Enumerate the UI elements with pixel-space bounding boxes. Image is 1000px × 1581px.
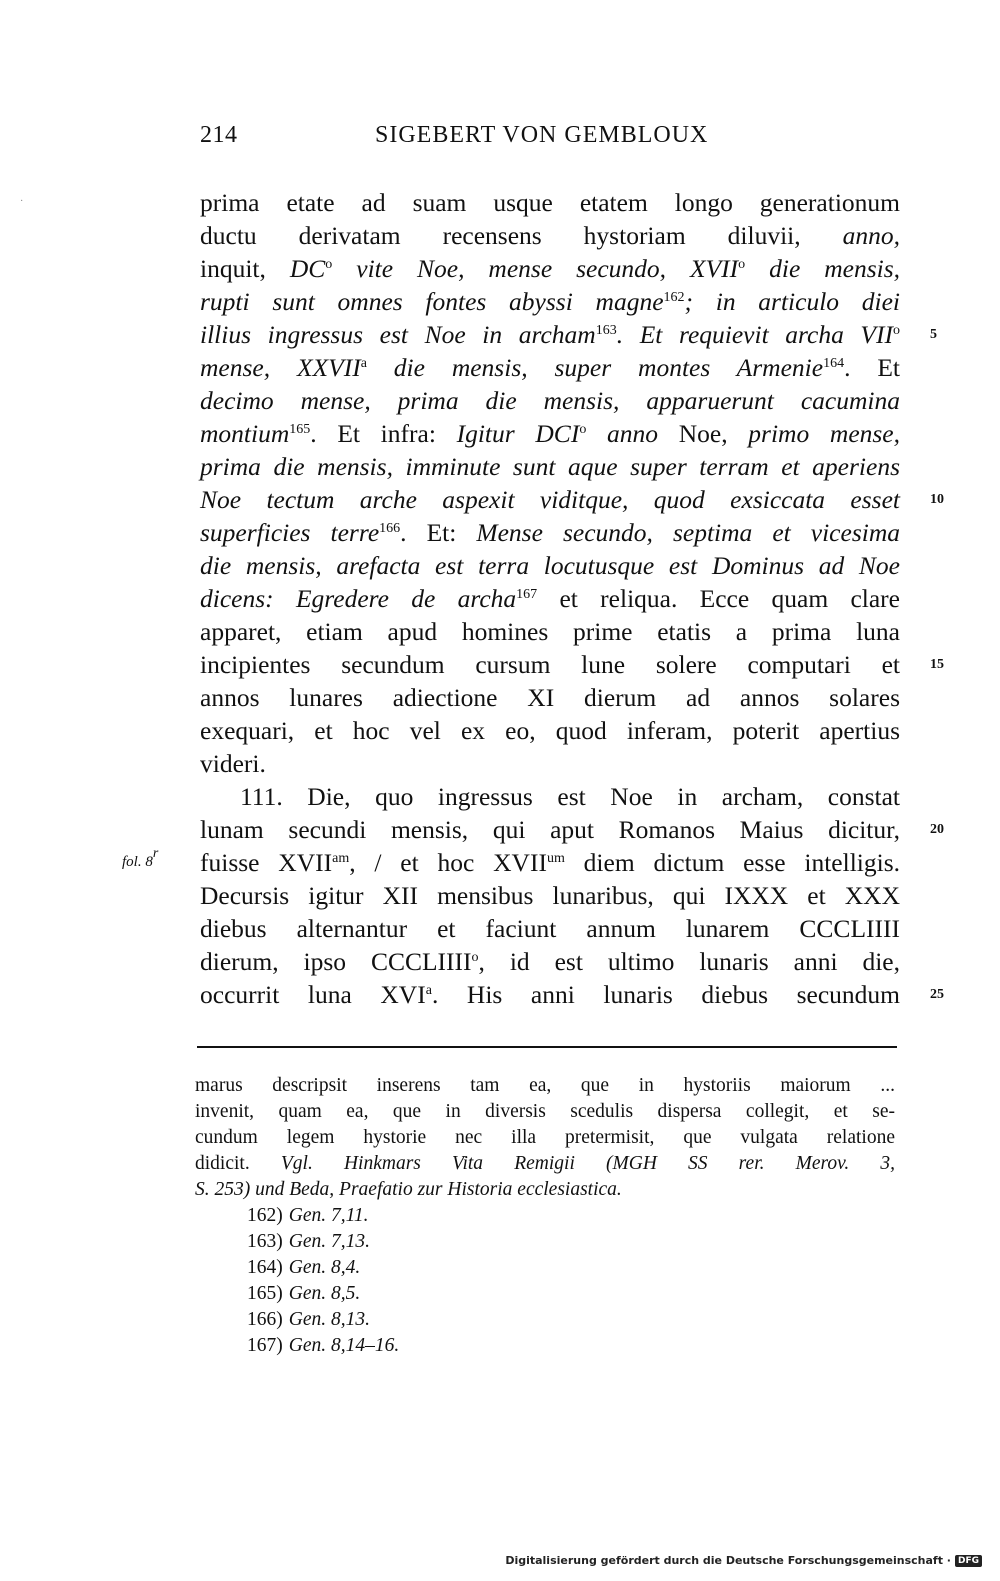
- note-line: S. 253) und Beda, Praefatio zur Historia ecclesiastica.: [195, 1179, 622, 1200]
- text-line: montium$^{165}$. Et infra: Igitur DCI$^o$ anno Noe, primo mense,: [200, 419, 901, 448]
- line-number: 15: [930, 657, 944, 672]
- line-number: 5: [930, 327, 937, 342]
- line-number: 20: [930, 822, 944, 837]
- running-title: SIGEBERT VON GEMBLOUX: [375, 122, 709, 148]
- text-line: mense, XXVII$^a$ die mensis, super montes Armenie$^{164}$. Et: [200, 353, 900, 382]
- text-line: Noe tectum arche aspexit viditque, quod exsiccata esset 10: [200, 485, 944, 514]
- footnote: 166) Gen. 8,13.: [247, 1309, 370, 1330]
- text-line: fol. 8$^r$ fuisse $XVII^{am}$, / et hoc $XVII^{um}$ diem dictum esse intelligis.: [122, 846, 901, 877]
- footnote: 164) Gen. 8,4.: [247, 1257, 361, 1278]
- footnote: 162) Gen. 7,11.: [247, 1205, 369, 1226]
- text-line: prima etate ad suam usque etatem longo generationum: [200, 188, 900, 217]
- text-line: lunam secundi mensis, qui aput Romanos Maius dicitur, 20: [200, 815, 944, 844]
- text-line: diebus alternantur et faciunt annum lunarem CCCLIIII: [200, 914, 900, 943]
- note-line: didicit. Vgl. Hinkmars Vita Remigii (MGH SS rer. Merov. 3,: [195, 1153, 896, 1174]
- main-text: [122, 186, 944, 1011]
- footer-text: Digitalisierung gefördert durch die Deutsche Forschungsgemeinschaft ·: [505, 1554, 951, 1567]
- footnote: 165) Gen. 8,5.: [247, 1283, 361, 1304]
- text-line: rupti sunt omnes fontes abyssi magne$^{162}$; in articulo diei: [200, 287, 901, 316]
- footnote: 167) Gen. 8,14–16.: [247, 1335, 400, 1356]
- footnote: 163) Gen. 7,13.: [247, 1231, 370, 1252]
- note-line: invenit, quam ea, que in diversis scedulis dispersa collegit, et se-: [195, 1101, 895, 1122]
- text-line: occurrit luna XVI$^a$. His anni lunaris diebus secundum 25: [200, 980, 944, 1009]
- text-line: decimo mense, prima die mensis, apparuerunt cacumina: [200, 386, 900, 415]
- text-line: dicens: Egredere de archa$^{167}$ et reliqua. Ecce quam clare: [200, 584, 900, 613]
- stray-mark: ·: [20, 196, 24, 207]
- text-line: Decursis igitur XII mensibus lunaribus, qui IXXX et XXX: [200, 881, 900, 910]
- page-number: 214: [200, 122, 238, 148]
- text-line: inquit, $DC^o$ vite Noe, mense secundo, XVII$^o$ die mensis,: [200, 254, 901, 283]
- text-line: exequari, et hoc vel ex eo, quod inferam, poterit apertius: [200, 716, 900, 745]
- note-line: cundum legem hystorie nec illa pretermisit, que vulgata relatione: [195, 1127, 895, 1148]
- footnotes: [195, 1073, 895, 1359]
- text-line: 111. Die, quo ingressus est Noe in archam, constat: [240, 782, 900, 811]
- text-line: annos lunares adiectione XI dierum ad annos solares: [200, 683, 900, 712]
- footnote-rule: [197, 1046, 897, 1048]
- digitization-footer: [505, 1554, 982, 1567]
- text-line: ductu derivatam recensens hystoriam diluvii, anno,: [200, 221, 901, 250]
- line-number: 10: [930, 492, 944, 507]
- text-line: incipientes secundum cursum lune solere computari et 15: [200, 650, 944, 679]
- text-line: videri.: [200, 749, 266, 778]
- text-line: die mensis, arefacta est terra locutusque est Dominus ad Noe: [200, 551, 900, 580]
- line-number: 25: [930, 987, 944, 1002]
- dfg-logo: DFG: [955, 1555, 982, 1567]
- text-line: apparet, etiam apud homines prime etatis a prima luna: [200, 617, 900, 646]
- text-line: illius ingressus est Noe in archam$^{163}$. Et requievit archa VII$^o$ 5: [200, 320, 937, 349]
- text-line: superficies terre$^{166}$. Et: Mense secundo, septima et vicesima: [200, 518, 900, 547]
- text-line: dierum, ipso CCCLIIII$^o$, id est ultimo lunaris anni die,: [200, 947, 900, 976]
- text-line: prima die mensis, imminute sunt aque super terram et aperiens: [200, 452, 900, 481]
- note-line: marus descripsit inserens tam ea, que in hystoriis maiorum ...: [195, 1075, 895, 1096]
- margin-note: fol. 8$^r$: [122, 846, 159, 870]
